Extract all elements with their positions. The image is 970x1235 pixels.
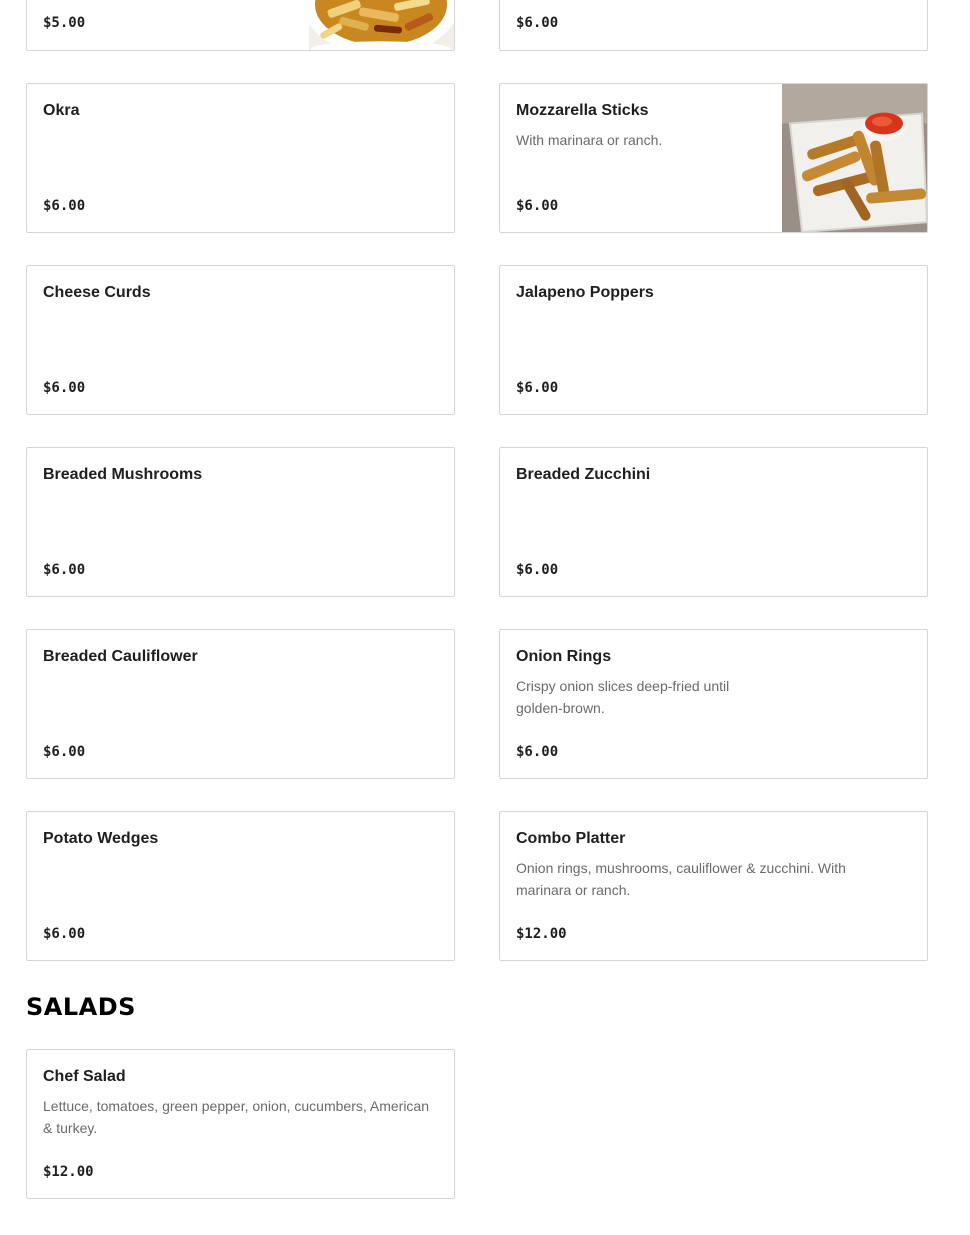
menu-item-card[interactable] — [26, 83, 455, 233]
item-price: $5.00 — [43, 15, 86, 31]
description-line: Crispy onion slices deep-fried until — [516, 678, 730, 694]
item-description — [516, 675, 729, 719]
item-price: $12.00 — [516, 926, 567, 942]
item-price: $6.00 — [516, 15, 559, 31]
item-description: With marinara or ranch. — [516, 132, 663, 148]
item-name: Breaded Cauliflower — [43, 648, 198, 665]
item-name: Breaded Mushrooms — [43, 466, 203, 483]
fries-photo — [309, 0, 454, 50]
menu-item-card[interactable] — [499, 265, 928, 415]
item-description — [516, 857, 846, 901]
item-name: Okra — [43, 102, 80, 119]
item-price: $6.00 — [516, 380, 559, 396]
description-line: Lettuce, tomatoes, green pepper, onion, cucumbers, American — [43, 1098, 430, 1114]
description-line: marinara or ranch. — [516, 882, 631, 898]
item-price: $6.00 — [43, 926, 86, 942]
item-price: $6.00 — [43, 744, 86, 760]
description-line: Onion rings, mushrooms, cauliflower & zucchini. With — [516, 860, 846, 876]
item-name: Onion Rings — [516, 648, 612, 665]
menu-item-card[interactable] — [26, 1049, 455, 1199]
item-name: Chef Salad — [43, 1068, 126, 1085]
item-name: Potato Wedges — [43, 830, 159, 847]
description-line: & turkey. — [43, 1120, 98, 1136]
menu-item-card[interactable] — [26, 629, 455, 779]
item-price: $6.00 — [516, 562, 559, 578]
item-name: Combo Platter — [516, 830, 626, 847]
item-name: Mozzarella Sticks — [516, 102, 649, 119]
item-description — [43, 1095, 429, 1139]
section-title: SALADS — [26, 993, 136, 1021]
description-line: golden-brown. — [516, 700, 605, 716]
item-price: $6.00 — [43, 198, 86, 214]
item-price: $6.00 — [43, 380, 86, 396]
item-name: Breaded Zucchini — [516, 466, 651, 483]
item-price: $12.00 — [43, 1164, 94, 1180]
menu-item-card[interactable] — [26, 447, 455, 597]
menu-item-card[interactable] — [499, 447, 928, 597]
menu-item-card[interactable] — [499, 811, 928, 961]
item-price: $6.00 — [516, 198, 559, 214]
menu-item-card[interactable] — [499, 0, 928, 51]
item-price: $6.00 — [516, 744, 559, 760]
menu-item-card[interactable] — [26, 265, 455, 415]
item-name: Cheese Curds — [43, 284, 151, 301]
menu-item-card[interactable] — [499, 83, 928, 233]
menu-item-card[interactable] — [499, 629, 928, 779]
menu-item-card[interactable] — [26, 811, 455, 961]
item-name: Jalapeno Poppers — [516, 284, 654, 301]
item-price: $6.00 — [43, 562, 86, 578]
menu-item-card[interactable] — [26, 0, 455, 51]
mozzarella-sticks-photo — [782, 84, 927, 232]
